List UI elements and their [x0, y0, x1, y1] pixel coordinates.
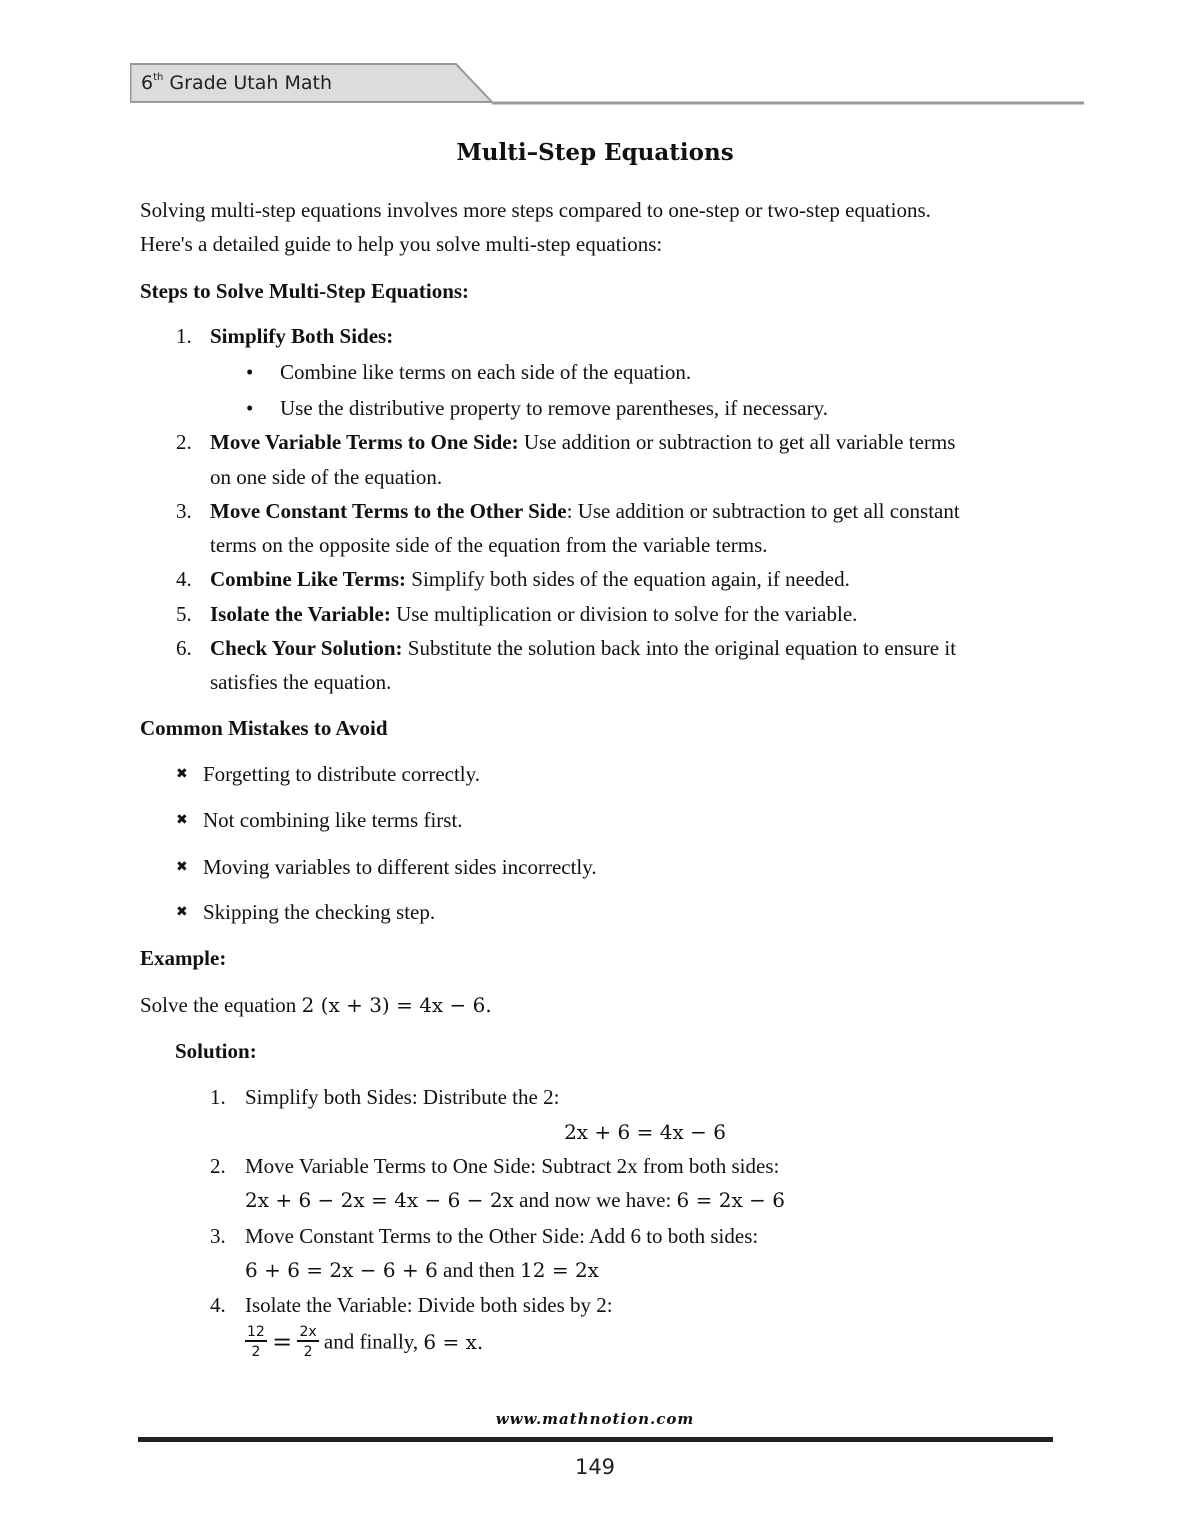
step-description: Use addition or subtraction to get all variable terms	[518, 430, 956, 454]
step-item	[210, 499, 960, 524]
solution-equation: 6 + 6 = 2x − 6 + 6	[245, 1258, 438, 1282]
step-description: Use multiplication or division to solve for the variable.	[390, 602, 858, 626]
bullet-dot-icon: •	[246, 396, 254, 420]
solution-equation-line	[245, 1258, 599, 1283]
step-continuation: satisfies the equation.	[210, 670, 392, 694]
step1-bullet: Combine like terms on each side of the equation.	[280, 360, 692, 384]
step-item	[210, 567, 850, 592]
step-item	[210, 430, 955, 455]
bullet-dot-icon: •	[246, 360, 254, 384]
step-number: 2.	[176, 430, 192, 454]
solution-step-text: Move Constant Terms to the Other Side: Add 6 to both sides:	[245, 1224, 759, 1248]
step-title: Check Your Solution:	[210, 636, 403, 660]
header-grade-label: Grade Utah Math	[169, 72, 332, 94]
solution-connector: and now we have:	[513, 1188, 677, 1212]
solution-fraction-line	[245, 1324, 483, 1360]
footer-rule	[138, 1437, 1053, 1442]
step-item	[210, 636, 956, 661]
example-problem	[140, 993, 492, 1018]
fraction	[245, 1324, 267, 1360]
header-grade-num: 6	[141, 72, 154, 94]
header-label	[141, 72, 332, 94]
equals-sign: =	[272, 1328, 293, 1356]
step-title: Isolate the Variable:	[210, 602, 391, 626]
solution-equation: 2x + 6 − 2x = 4x − 6 − 2x	[245, 1188, 514, 1212]
mistake-item: Not combining like terms first.	[203, 808, 463, 832]
mistake-item: Forgetting to distribute correctly.	[203, 762, 481, 786]
fraction-denominator: 2	[251, 1344, 261, 1360]
intro-line-1: Solving multi-step equations involves more steps compared to one-step or two-step equations.	[140, 198, 931, 222]
page-number: 149	[574, 1455, 616, 1479]
example-heading: Example:	[140, 946, 227, 970]
step-title: Move Variable Terms to One Side:	[210, 430, 519, 454]
solution-step-number: 1.	[210, 1085, 226, 1109]
x-mark-icon: ✖	[176, 904, 188, 920]
step1-bullet: Use the distributive property to remove parentheses, if necessary.	[280, 396, 828, 420]
solution-equation: 6 = 2x − 6	[676, 1188, 785, 1212]
step-number: 5.	[176, 602, 192, 626]
step-number: 6.	[176, 636, 192, 660]
solution-connector: and finally,	[323, 1329, 424, 1354]
solution-step-number: 3.	[210, 1224, 226, 1248]
solution-equation: 12 = 2x	[520, 1258, 599, 1282]
step-number: 4.	[176, 567, 192, 591]
page-title: Multi–Step Equations	[456, 139, 734, 166]
solution-equation: 2x + 6 = 4x − 6	[564, 1120, 726, 1144]
solution-connector: and then	[437, 1258, 521, 1282]
example-equation: 2 (x + 3) = 4x − 6.	[301, 993, 492, 1017]
step-continuation: on one side of the equation.	[210, 465, 443, 489]
x-mark-icon: ✖	[176, 812, 188, 828]
example-prompt: Solve the equation	[140, 993, 297, 1017]
x-mark-icon: ✖	[176, 859, 188, 875]
fraction-numerator: 2x	[299, 1324, 317, 1340]
solution-equation-line	[245, 1188, 785, 1213]
solution-step-text: Simplify both Sides: Distribute the 2:	[245, 1085, 560, 1109]
step-title: Move Constant Terms to the Other Side	[210, 499, 567, 523]
fraction	[297, 1324, 318, 1360]
step-description: Substitute the solution back into the original equation to ensure it	[402, 636, 957, 660]
solution-step-number: 4.	[210, 1293, 226, 1317]
step-number: 3.	[176, 499, 192, 523]
step-description: : Use addition or subtraction to get all constant	[566, 499, 960, 523]
step-title: Combine Like Terms:	[210, 567, 407, 591]
solution-step-text: Move Variable Terms to One Side: Subtract 2x from both sides:	[245, 1154, 780, 1178]
step-number: 1.	[176, 324, 192, 348]
step-continuation: terms on the opposite side of the equation from the variable terms.	[210, 533, 768, 557]
mistake-item: Skipping the checking step.	[203, 900, 436, 924]
intro-line-2: Here's a detailed guide to help you solve multi-step equations:	[140, 232, 663, 256]
step-title: Simplify Both Sides:	[210, 324, 394, 348]
fraction-numerator: 12	[247, 1324, 265, 1340]
mistakes-heading: Common Mistakes to Avoid	[140, 716, 388, 740]
solution-step-number: 2.	[210, 1154, 226, 1178]
step-item	[210, 602, 857, 627]
footer-url: www.mathnotion.com	[495, 1410, 695, 1428]
fraction-denominator: 2	[303, 1344, 313, 1360]
x-mark-icon: ✖	[176, 766, 188, 782]
solution-equation: 6 = x.	[423, 1330, 484, 1354]
step-description: Simplify both sides of the equation again, if needed.	[406, 567, 850, 591]
header-grade-sup: th	[153, 72, 164, 83]
mistake-item: Moving variables to different sides incorrectly.	[203, 855, 597, 879]
solution-heading: Solution:	[175, 1039, 257, 1063]
steps-heading: Steps to Solve Multi-Step Equations:	[140, 279, 470, 303]
step-item	[210, 324, 393, 349]
solution-step-text: Isolate the Variable: Divide both sides by 2:	[245, 1293, 613, 1317]
